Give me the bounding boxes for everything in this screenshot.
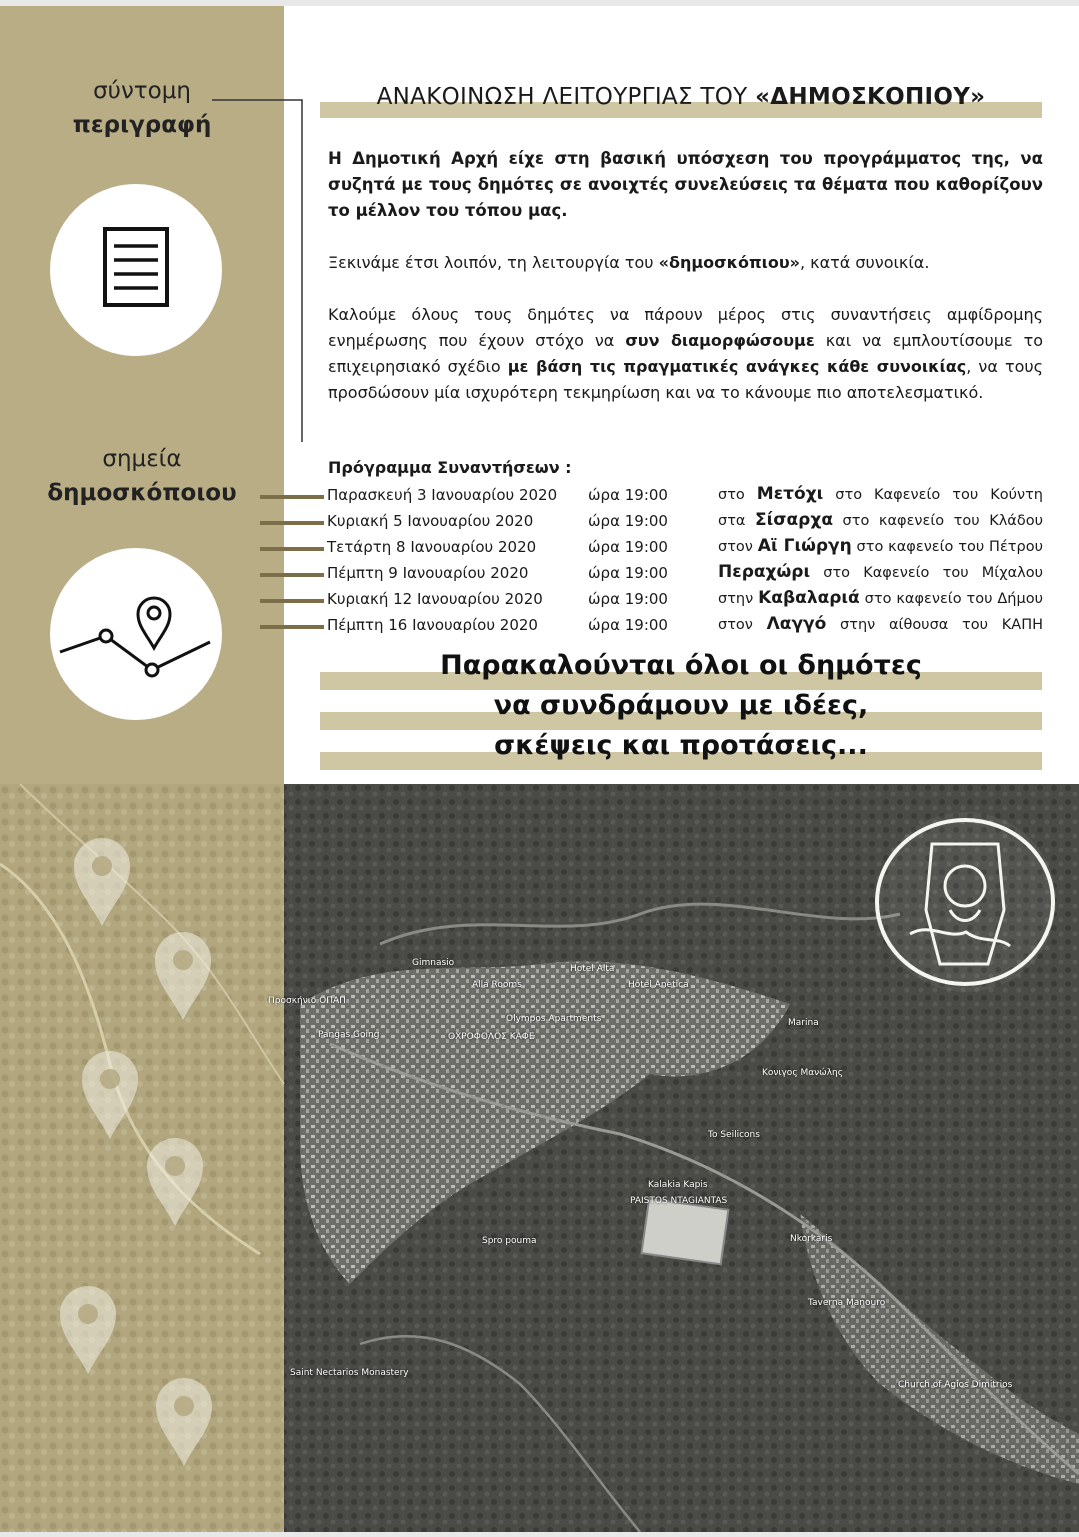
row-marker xyxy=(260,521,324,525)
map-label: ΟΧΡΟΦΟΛΟΣ ΚΑΦΕ xyxy=(448,1032,535,1042)
intro-paragraph: Η Δημοτική Αρχή είχε στη βασική υπόσχεση του προγράμματος της, να συζητά με τους δημότες σε ανοιχτές συνελεύσεις τα θέματα που καθορίζουν το μέλλον του τόπου μας. xyxy=(328,149,1043,220)
row-marker xyxy=(260,599,324,603)
meeting-date: Τετάρτη 8 Ιανουαρίου 2020 xyxy=(327,538,537,556)
map-label: Κονιγος Μανώλης xyxy=(762,1068,844,1078)
map-label: PAISTOS NTAGIANTAS xyxy=(630,1196,728,1206)
sidebar-label-description: περιγραφή xyxy=(72,112,212,138)
meeting-date: Κυριακή 5 Ιανουαρίου 2020 xyxy=(327,512,534,530)
ancient-portrait-emblem xyxy=(870,814,1060,994)
map-label: Spro pouma xyxy=(482,1236,537,1246)
row-marker xyxy=(260,547,324,551)
meeting-place: στον Αϊ Γιώργη στο καφενείο του Πέτρου xyxy=(718,536,1043,556)
cta-line-2: να συνδράμουν με ιδέες, xyxy=(493,690,869,721)
map-label: Gimnasio xyxy=(412,958,455,968)
schedule-row xyxy=(0,484,1079,510)
meeting-place: Περαχώρι στο Καφενείο του Μίχαλου xyxy=(718,562,1043,582)
map-label: Saint Nectarios Monastery xyxy=(290,1368,409,1378)
map-label: Marina xyxy=(788,1018,819,1028)
map-label: Olympos Apartments xyxy=(506,1014,602,1024)
map-pin-icon xyxy=(80,1049,140,1141)
meeting-time: ώρα 19:00 xyxy=(588,538,668,556)
meeting-time: ώρα 19:00 xyxy=(588,616,668,634)
map-label: Alla Rooms xyxy=(472,980,522,990)
map-pin-icon xyxy=(153,930,213,1022)
schedule-row xyxy=(0,562,1079,588)
schedule-title: Πρόγραμμα Συναντήσεων : xyxy=(328,458,572,477)
meeting-place: στα Σίσαρχα στο καφενείο του Κλάδου xyxy=(718,510,1043,530)
invite-paragraph: Καλούμε όλους τους δημότες να πάρουν μέρος στις συναντήσεις αμφίδρομης ενημέρωσης που έχουν στόχο να συν διαμορφώσουμε και να εμπλουτίσουμε το επιχειρησιακό σχέδιο με βάση τις πραγματικές ανάγκες κάθε συνοικίας, να τους προσδώσουν μία ισχυρότερη τεκμηρίωση και να το κάνουμε πιο αποτελεσματικό. xyxy=(328,305,1044,402)
meeting-time: ώρα 19:00 xyxy=(588,590,668,608)
map-label: Hotel Anetica xyxy=(628,980,689,990)
schedule-row xyxy=(0,536,1079,562)
map-label: Church of Agios Dimitrios xyxy=(898,1380,1013,1390)
map-pin-icon xyxy=(58,1284,118,1376)
map-pin-icon xyxy=(72,836,132,928)
map-label: Pangas Going xyxy=(318,1030,380,1040)
sidebar-label-points: σημεία xyxy=(102,446,182,472)
map-label: Kalakia Kapis xyxy=(648,1180,708,1190)
meeting-time: ώρα 19:00 xyxy=(588,564,668,582)
map-pin-icon xyxy=(154,1376,214,1468)
cta-line-1: Παρακαλούνται όλοι οι δημότες xyxy=(440,650,922,681)
meeting-date: Παρασκευή 3 Ιανουαρίου 2020 xyxy=(327,486,558,504)
meeting-time: ώρα 19:00 xyxy=(588,486,668,504)
aerial-map xyxy=(0,784,1079,1532)
map-pin-icon xyxy=(145,1136,205,1228)
schedule-row xyxy=(0,588,1079,614)
document-icon xyxy=(50,184,222,356)
map-label: Προσκήνιο ΟΠΑΠ xyxy=(268,996,346,1006)
meeting-date: Κυριακή 12 Ιανουαρίου 2020 xyxy=(327,590,543,608)
connector-line xyxy=(212,98,304,444)
meeting-date: Πέμπτη 16 Ιανουαρίου 2020 xyxy=(327,616,538,634)
page-title: ΑΝΑΚΟΙΝΩΣΗ ΛΕΙΤΟΥΡΓΙΑΣ ΤΟΥ «ΔΗΜΟΣΚΟΠΙΟΥ» xyxy=(376,84,986,110)
bottom-strip xyxy=(0,1532,1079,1537)
row-marker xyxy=(260,573,324,577)
row-marker xyxy=(260,625,324,629)
map-label: To Seilicons xyxy=(708,1130,760,1140)
cta-line-3: σκέψεις και προτάσεις... xyxy=(494,730,868,761)
meeting-place: στο Μετόχι στο Καφενείο του Κούντη xyxy=(718,484,1043,504)
sidebar-label-short: σύντομη xyxy=(93,78,191,104)
meeting-date: Πέμπτη 9 Ιανουαρίου 2020 xyxy=(327,564,529,582)
map-label: Hotel Alta xyxy=(570,964,615,974)
map-label: Nkorkaris xyxy=(790,1234,833,1244)
meeting-place: στην Καβαλαριά στο καφενείο του Δήμου xyxy=(718,588,1043,608)
schedule-row xyxy=(0,614,1079,640)
sidebar-label-dimoskopio: δημοσκόποιου xyxy=(47,480,237,506)
meeting-place: στον Λαγγό στην αίθουσα του ΚΑΠΗ xyxy=(718,614,1044,634)
row-marker xyxy=(260,495,324,499)
schedule-row xyxy=(0,510,1079,536)
meeting-time: ώρα 19:00 xyxy=(588,512,668,530)
map-label: Taverna Manouro xyxy=(808,1298,886,1308)
start-paragraph: Ξεκινάμε έτσι λοιπόν, τη λειτουργία του «δημοσκόπιου», κατά συνοικία. xyxy=(328,253,930,272)
